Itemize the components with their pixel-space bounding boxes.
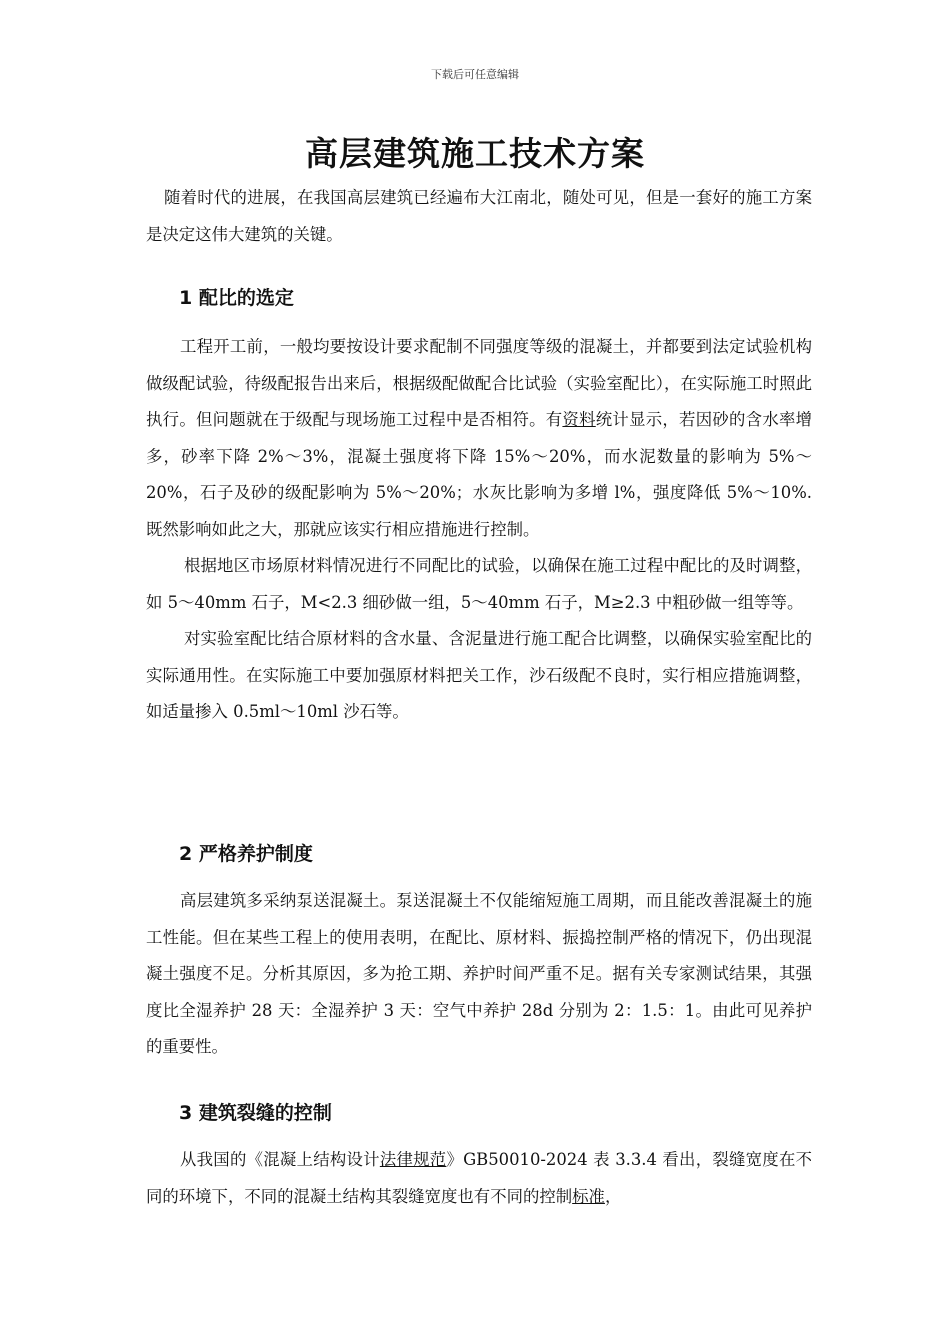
link-biaozhun[interactable]: 标准 — [572, 1186, 605, 1206]
header-note: 下载后可任意编辑 — [431, 68, 519, 81]
section-2-heading: 2 严格养护制度 — [179, 843, 313, 865]
section-3-paragraph-1 — [146, 1142, 812, 1215]
link-ziliao[interactable]: 资料 — [562, 410, 596, 429]
page-title: 高层建筑施工技术方案 — [305, 134, 645, 173]
section-2-paragraph-1: 高层建筑多采纳泵送混凝土。泵送混凝土不仅能缩短施工周期，而且能改善混凝土的施工性能。但在某些工程上的使用表明，在配比、原材料、振捣控制严格的情况下，仍出现混凝土强度不足。分析其原因，多为抢工期、养护时间严重不足。据有关专家测试结果，其强度比全湿养护 28 天：全湿养护 3 天：空气中养护 28d 分别为 2：1.5：1。由此可见养护的重要性。 — [146, 891, 812, 1056]
section-1-paragraph-2: 根据地区市场原材料情况进行不同配比的试验，以确保在施工过程中配比的及时调整，如 5～40mm 石子，M<2.3 细砂做一组，5～40mm 石子，M≥2.3 中粗砂做一组等等。 — [146, 556, 812, 612]
link-falvguifan[interactable]: 法律规范 — [379, 1150, 447, 1169]
text-span: ， — [604, 1186, 622, 1206]
intro-block — [146, 180, 812, 253]
section-1-paragraph-1 — [146, 329, 834, 548]
section-2-body — [146, 883, 812, 1066]
section-1-heading: 1 配比的选定 — [179, 287, 294, 309]
text-span: 从我国的《混凝上结构设计 — [180, 1150, 380, 1169]
section-3-heading: 3 建筑裂缝的控制 — [179, 1102, 332, 1124]
text-span: 》GB50010-2024 表 3.3.4 看出，裂缝宽度在不同的环境下，不同的混凝土结构其裂缝宽度也有不同的控制 — [146, 1150, 812, 1206]
section-1-paragraph-3: 对实验室配比结合原材料的含水量、含泥量进行施工配合比调整，以确保实验室配比的实际通用性。在实际施工中要加强原材料把关工作，沙石级配不良时，实行相应措施调整，如适量掺入 0.5ml～10ml 沙石等。 — [146, 629, 812, 721]
text-span: 统计显示，若因砂的含水率增多，砂率下降 2%～3%，混凝土强度将下降 15%～20%，而水泥数量的影响为 5%～20%，石子及砂的级配影响为 5%～20%；水灰比影响为多增 l%，强度降低 5%～10%. 既然影响如此之大，那就应该实行相应措施进行控制。 — [146, 410, 834, 539]
text-span: 工程开工前，一般均要按设计要求配制不同强度等级的混凝土，并都要到法定试验机构做级配试验，待级配报告出来后，根据级配做配合比试验（实验室配比），在实际施工时照此执行。但问题就在于级配与现场施工过程中是否相符。有 — [146, 337, 812, 429]
section-3-body — [146, 1142, 812, 1215]
section-1-body — [146, 329, 834, 731]
intro-paragraph: 随着时代的进展，在我国高层建筑已经遍布大江南北，随处可见，但是一套好的施工方案是决定这伟大建筑的关键。 — [146, 188, 812, 244]
